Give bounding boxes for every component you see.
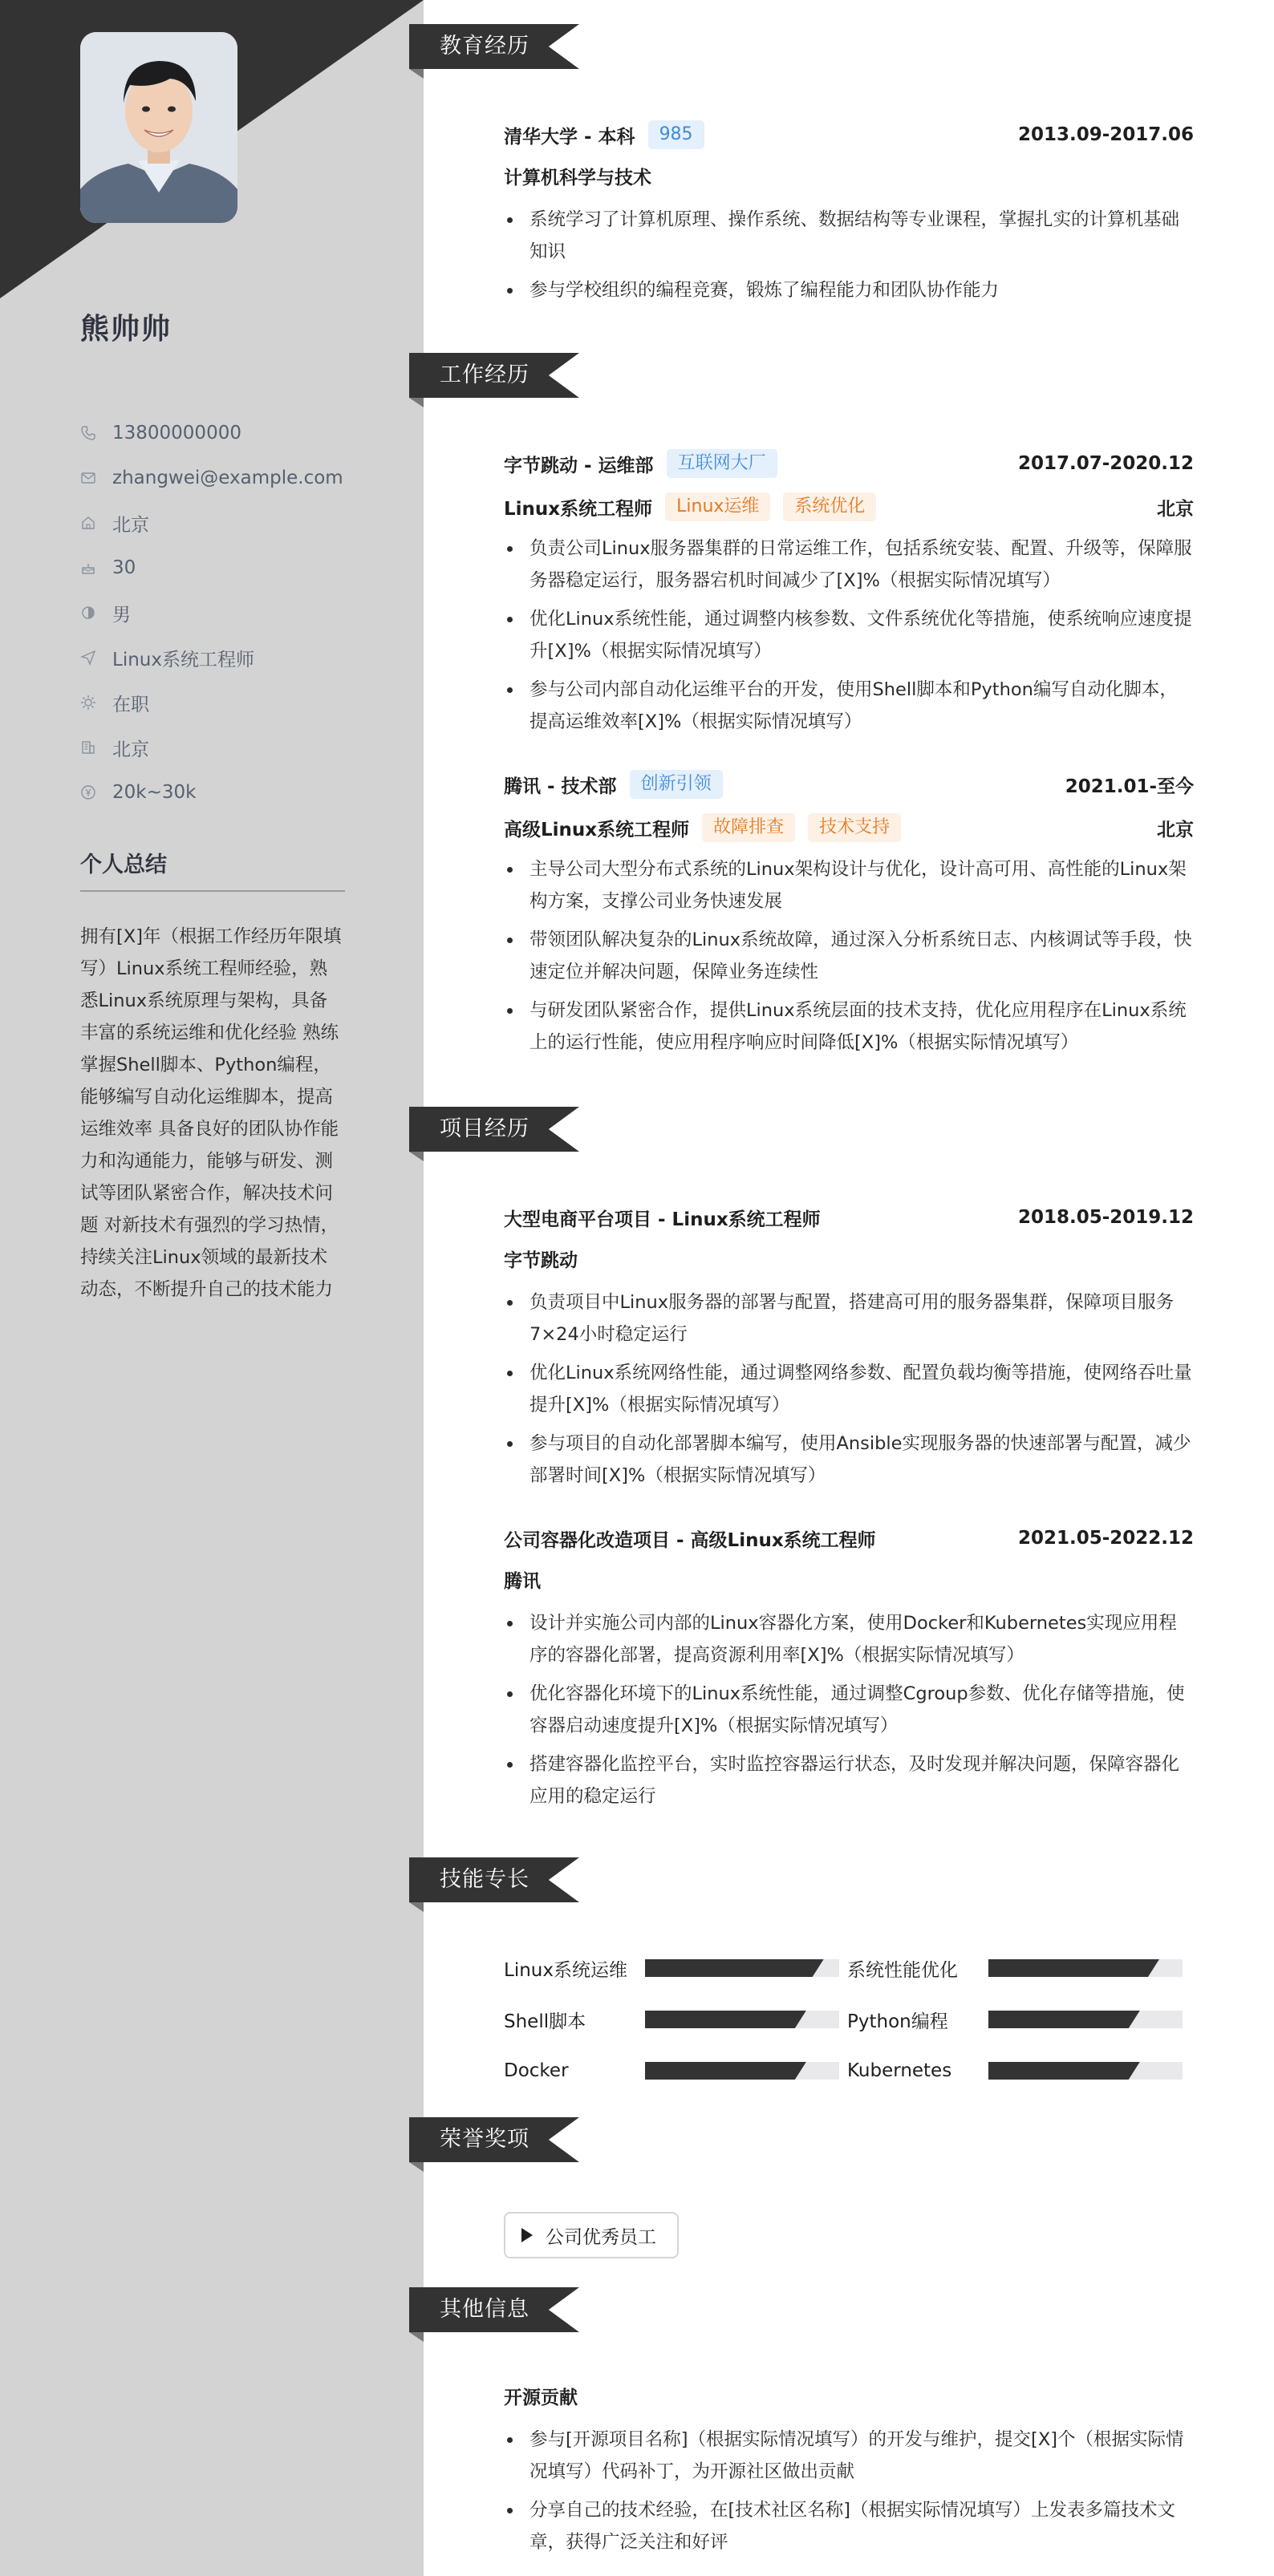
contact-address-text: 北京 — [112, 514, 149, 536]
project-org: 腾讯 — [504, 1571, 541, 1592]
list-item: 主导公司大型分布式系统的Linux架构设计与优化，设计高可用、高性能的Linux架构方案，支撑公司业务快速发展 — [504, 853, 1194, 917]
project-bullets — [504, 1286, 1194, 1492]
section-title-honors: 荣誉奖项 — [440, 2127, 529, 2152]
section-tag-other — [409, 2287, 579, 2332]
avatar — [80, 32, 237, 223]
phone-icon — [80, 425, 96, 441]
contact-position-text: Linux系统工程师 — [112, 649, 254, 670]
list-item: 分享自己的技术经验，在[技术社区名称]（根据实际情况填写）上发表多篇技术文章，获得广泛关注和好评 — [504, 2494, 1194, 2558]
other-info-title: 开源贡献 — [504, 2388, 578, 2408]
contact-gender-text: 男 — [112, 604, 131, 626]
contact-list — [80, 411, 401, 815]
list-item: 设计并实施公司内部的Linux容器化方案，使用Docker和Kubernetes实现应用程序的容器化部署，提高资源利用率[X]%（根据实际情况填写） — [504, 1607, 1194, 1671]
project-title: 公司容器化改造项目 - 高级Linux系统工程师 — [504, 1529, 876, 1551]
building-icon — [80, 739, 96, 755]
contact-status-text: 在职 — [112, 694, 149, 715]
skill-bar — [988, 1959, 1183, 1977]
list-item: 系统学习了计算机原理、操作系统、数据结构等专业课程，掌握扎实的计算机基础知识 — [504, 204, 1194, 268]
paper-plane-icon — [80, 650, 96, 666]
contact-email-text: zhangwei@example.com — [112, 468, 343, 488]
summary-text: 拥有[X]年（根据工作经历年限填写）Linux系统工程师经验，熟悉Linux系统原理与架构，具备丰富的系统运维和优化经验 熟练掌握Shell脚本、Python编程，能够编写自动化运维脚本，提高运维效率 具备良好的团队协作能力和沟通能力，能够与研发、测试等团队紧密合作，解决技术问题 对新技术有强烈的学习热情，持续关注Linux领域的最新技术动态，不断提升自己的技术能力 — [80, 926, 342, 1300]
contact-city-text: 北京 — [112, 739, 149, 760]
skill-bar — [988, 2011, 1183, 2028]
company-tag: 互联网大厂 — [667, 449, 777, 478]
skill-name: Shell脚本 — [504, 2011, 586, 2032]
skill-item — [504, 1954, 847, 1983]
list-item: 优化Linux系统性能，通过调整内核参数、文件系统优化等措施，使系统响应速度提升[X]%（根据实际情况填写） — [504, 603, 1194, 667]
project-entry-2 — [504, 1522, 1194, 1813]
skills-list — [504, 1954, 1194, 2085]
section-tag-education — [409, 24, 579, 69]
project-org: 字节跳动 — [504, 1250, 578, 1271]
section-title-education: 教育经历 — [440, 34, 529, 59]
contact-phone-text: 13800000000 — [112, 423, 241, 444]
work-date: 2021.01-至今 — [1065, 776, 1194, 797]
role-tag: 系统优化 — [783, 492, 876, 521]
work-entry-2 — [504, 768, 1194, 1059]
list-item: 参与公司内部自动化运维平台的开发，使用Shell脚本和Python编写自动化脚本，提高运维效率[X]%（根据实际情况填写） — [504, 674, 1194, 738]
section-title-other: 其他信息 — [440, 2297, 529, 2322]
work-entry-1 — [504, 448, 1194, 738]
honors-list — [504, 2212, 1194, 2258]
sidebar — [0, 0, 424, 2576]
contact-age-text: 30 — [112, 557, 136, 578]
list-item: 带领团队解决复杂的Linux系统故障，通过深入分析系统日志、内核调试等手段，快速定位并解决问题，保障业务连续性 — [504, 924, 1194, 988]
role-tag: 技术支持 — [808, 813, 901, 842]
company-name: 字节跳动 - 运维部 — [504, 455, 654, 476]
skill-item — [504, 2005, 847, 2034]
education-major: 计算机科学与技术 — [504, 168, 651, 188]
contact-status — [80, 680, 401, 725]
skill-bar — [988, 2062, 1183, 2080]
role-tag: Linux运维 — [665, 492, 770, 521]
list-item: 参与学校组织的编程竞赛，锻炼了编程能力和团队协作能力 — [504, 274, 1194, 306]
work-city: 北京 — [1157, 498, 1194, 520]
skill-bar-fill — [988, 2062, 1140, 2080]
list-item: 搭建容器化监控平台，实时监控容器运行状态，及时发现并解决问题，保障容器化应用的稳定运行 — [504, 1748, 1194, 1813]
education-bullets — [504, 204, 1194, 306]
list-item: 负责公司Linux服务器集群的日常运维工作，包括系统安装、配置、升级等，保障服务器稳定运行，服务器宕机时间减少了[X]%（根据实际情况填写） — [504, 533, 1194, 597]
job-role: 高级Linux系统工程师 — [504, 819, 690, 840]
other-info-bullets — [504, 2424, 1194, 2558]
skill-item — [847, 2056, 1191, 2085]
work-date: 2017.07-2020.12 — [1017, 453, 1194, 474]
cake-icon — [80, 560, 96, 576]
summary-divider — [80, 890, 345, 892]
summary-title: 个人总结 — [80, 853, 167, 877]
contact-gender — [80, 590, 401, 635]
other-info-entry — [504, 2382, 1194, 2558]
avatar-portrait — [80, 32, 237, 223]
contact-age — [80, 545, 401, 590]
contact-email — [80, 456, 401, 500]
school-name: 清华大学 - 本科 — [504, 126, 635, 148]
skill-bar — [645, 2062, 839, 2080]
skill-bar-fill — [645, 2062, 806, 2080]
section-tag-skills — [409, 1857, 579, 1902]
money-icon — [80, 784, 96, 800]
home-icon — [80, 515, 96, 531]
skill-bar — [645, 1959, 839, 1977]
project-bullets — [504, 1607, 1194, 1813]
section-tag-projects — [409, 1107, 579, 1152]
work-bullets — [504, 533, 1194, 738]
company-name: 腾讯 - 技术部 — [504, 776, 617, 797]
contact-salary — [80, 770, 401, 815]
section-title-skills: 技能专长 — [440, 1867, 529, 1892]
status-icon — [80, 695, 96, 711]
education-entry — [504, 119, 1194, 306]
work-city: 北京 — [1157, 819, 1194, 840]
project-title: 大型电商平台项目 - Linux系统工程师 — [504, 1209, 821, 1230]
role-tag: 故障排查 — [702, 813, 795, 842]
skill-item — [847, 2005, 1191, 2034]
school-tag: 985 — [648, 120, 704, 149]
play-arrow-icon — [521, 2228, 533, 2242]
job-role: Linux系统工程师 — [504, 498, 653, 520]
project-date: 2018.05-2019.12 — [1017, 1207, 1194, 1228]
award-label: 公司优秀员工 — [546, 2226, 656, 2248]
skill-bar-fill — [645, 2011, 806, 2028]
skill-name: 系统性能优化 — [847, 1959, 958, 1981]
skill-name: Docker — [504, 2060, 569, 2081]
section-tag-honors — [409, 2117, 579, 2162]
project-date: 2021.05-2022.12 — [1017, 1528, 1194, 1549]
list-item: 参与项目的自动化部署脚本编写，使用Ansible实现服务器的快速部署与配置，减少部署时间[X]%（根据实际情况填写） — [504, 1428, 1194, 1492]
skill-name: Kubernetes — [847, 2060, 952, 2081]
company-tag: 创新引领 — [630, 770, 723, 799]
list-item: 与研发团队紧密合作，提供Linux系统层面的技术支持，优化应用程序在Linux系统上的运行性能，使应用程序响应时间降低[X]%（根据实际情况填写） — [504, 994, 1194, 1059]
candidate-name: 熊帅帅 — [80, 313, 172, 346]
skill-bar-fill — [645, 1959, 824, 1977]
list-item: 负责项目中Linux服务器的部署与配置，搭建高可用的服务器集群，保障项目服务7×24小时稳定运行 — [504, 1286, 1194, 1351]
contact-position — [80, 635, 401, 680]
contact-phone — [80, 411, 401, 456]
project-entry-1 — [504, 1201, 1194, 1492]
list-item: 参与[开源项目名称]（根据实际情况填写）的开发与维护，提交[X]个（根据实际情况填写）代码补丁，为开源社区做出贡献 — [504, 2424, 1194, 2488]
list-item: 优化Linux系统网络性能，通过调整网络参数、配置负载均衡等措施，使网络吞吐量提升[X]%（根据实际情况填写） — [504, 1357, 1194, 1421]
skill-bar-fill — [988, 2011, 1140, 2028]
skill-item — [504, 2056, 847, 2085]
skill-bar-fill — [988, 1959, 1159, 1977]
skill-name: Linux系统运维 — [504, 1959, 627, 1981]
education-date: 2013.09-2017.06 — [1017, 124, 1194, 145]
section-title-projects: 项目经历 — [440, 1116, 529, 1141]
award-chip — [504, 2212, 679, 2258]
section-title-work: 工作经历 — [440, 363, 529, 387]
section-tag-work — [409, 353, 579, 398]
gender-icon — [80, 605, 96, 621]
skill-name: Python编程 — [847, 2011, 948, 2032]
contact-salary-text: 20k~30k — [112, 782, 197, 803]
list-item: 优化容器化环境下的Linux系统性能，通过调整Cgroup参数、优化存储等措施，使容器启动速度提升[X]%（根据实际情况填写） — [504, 1678, 1194, 1742]
skill-item — [847, 1954, 1191, 1983]
email-icon — [80, 470, 96, 486]
skill-bar — [645, 2011, 839, 2028]
contact-address — [80, 500, 401, 545]
contact-city — [80, 725, 401, 770]
work-bullets — [504, 853, 1194, 1059]
